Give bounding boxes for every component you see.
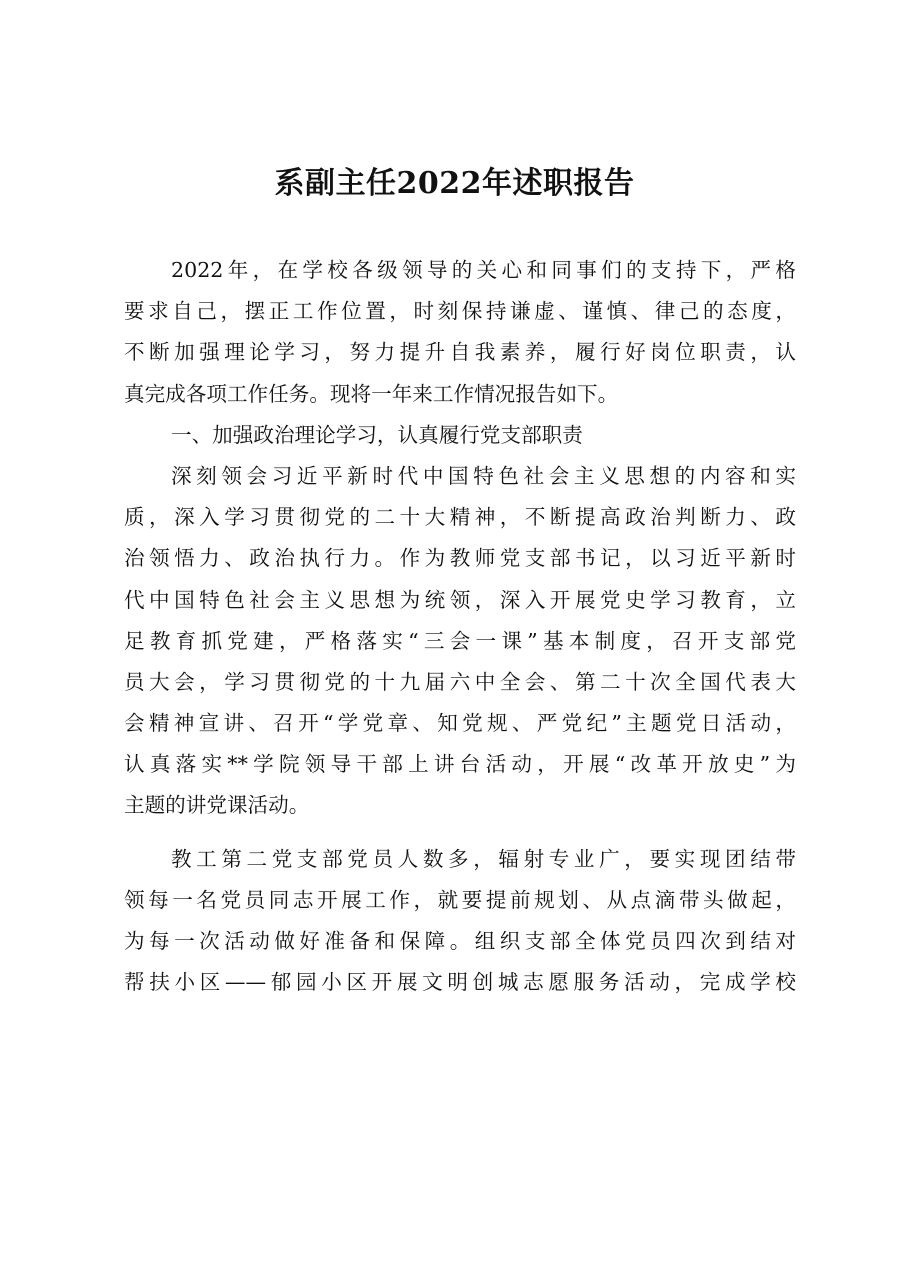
document-body (124, 250, 796, 1003)
paragraph-line: 帮扶小区——郁园小区开展文明创城志愿服务活动，完成学校 (124, 970, 796, 995)
paragraph-line: 代中国特色社会主义思想为统领，深入开展党史学习教育，立 (124, 587, 796, 612)
paragraph-line: 质，深入学习贯彻党的二十大精神，不断提高政治判断力、政 (124, 505, 796, 530)
paragraph-line: 深刻领会习近平新时代中国特色社会主义思想的内容和实 (171, 463, 796, 488)
paragraph-line: 教工第二党支部党员人数多，辐射专业广，要实现团结带 (171, 846, 796, 871)
paragraph-line: 不断加强理论学习，努力提升自我素养，履行好岗位职责，认 (124, 340, 796, 365)
paragraph-intro (124, 250, 796, 415)
paragraph-line: 治领悟力、政治执行力。作为教师党支部书记，以习近平新时 (124, 546, 796, 571)
paragraph-line: 要求自己，摆正工作位置，时刻保持谦虚、谨慎、律己的态度， (124, 299, 796, 324)
section-heading-text: 一、加强政治理论学习，认真履行党支部职责 (171, 422, 583, 447)
paragraph-spacer (124, 827, 796, 839)
paragraph-line: 主题的讲党课活动。 (124, 793, 310, 818)
paragraph-line: 领每一名党员同志开展工作，就要提前规划、从点滴带头做起， (124, 887, 796, 912)
paragraph-line: 认真落实**学院领导干部上讲台活动，开展“改革开放史”为 (124, 752, 796, 777)
paragraph-branch (124, 839, 796, 1004)
document-title: 系副主任2022年述职报告 (274, 166, 635, 201)
paragraph-line: 员大会，学习贯彻党的十九届六中全会、第二十次全国代表大 (124, 669, 796, 694)
paragraph-line: 会精神宣讲、召开“学党章、知党规、严党纪”主题党日活动， (124, 711, 796, 736)
paragraph-line: 足教育抓党建，严格落实“三会一课”基本制度，召开支部党 (124, 628, 796, 653)
paragraph-line: 为每一次活动做好准备和保障。组织支部全体党员四次到结对 (124, 929, 796, 953)
paragraph-study (124, 456, 796, 827)
section-heading (124, 415, 796, 456)
paragraph-line: 真完成各项工作任务。现将一年来工作情况报告如下。 (124, 381, 619, 406)
paragraph-line: 2022年，在学校各级领导的关心和同事们的支持下，严格 (171, 258, 796, 282)
